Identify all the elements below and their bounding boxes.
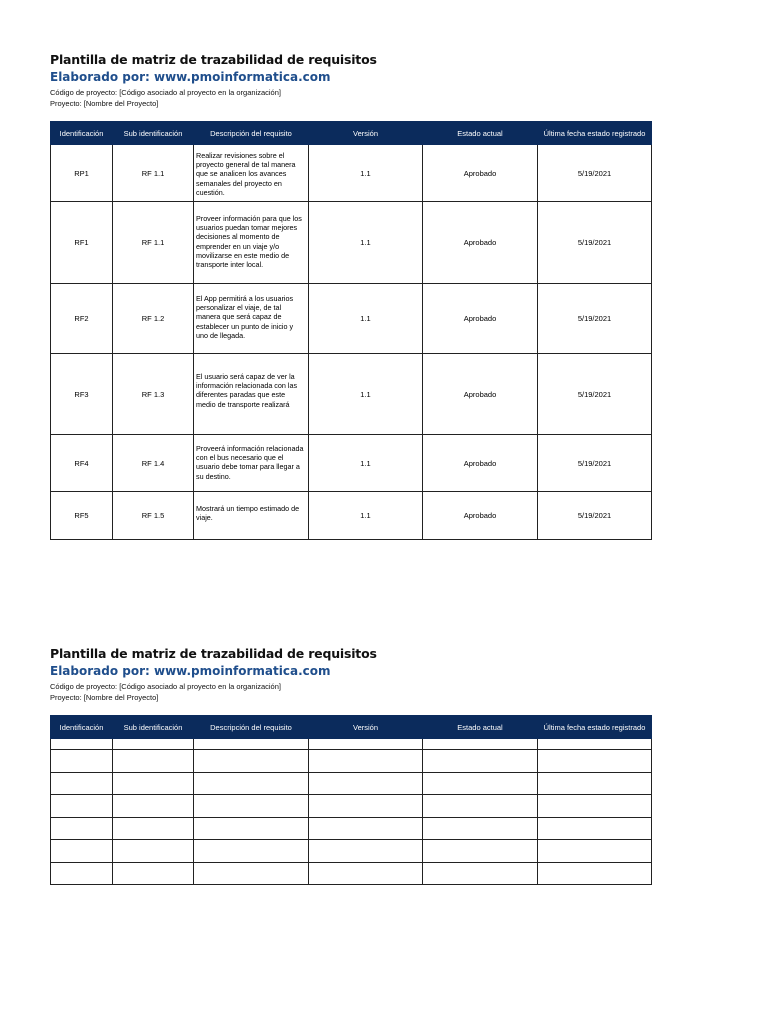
col-header-sub-identificacion: Sub identificación <box>113 716 194 739</box>
cell-date: 5/19/2021 <box>538 354 652 435</box>
empty-cell <box>51 750 113 773</box>
empty-row <box>51 817 652 840</box>
empty-cell <box>51 795 113 818</box>
empty-cell <box>538 772 652 795</box>
empty-cell <box>51 862 113 885</box>
cell-date: 5/19/2021 <box>538 492 652 540</box>
col-header-sub-identificacion: Sub identificación <box>113 122 194 145</box>
cell-description: El App permitirá a los usuarios personalizar el viaje, de tal manera que será capaz de establecer un punto de inicio y uno de llegada. <box>194 284 309 354</box>
cell-description: Realizar revisiones sobre el proyecto general de tal manera que se analicen los avances semanales del proyecto en cuestión. <box>194 145 309 202</box>
empty-cell <box>538 795 652 818</box>
cell-date: 5/19/2021 <box>538 202 652 284</box>
cell-id: RP1 <box>51 145 113 202</box>
table-row <box>51 202 652 284</box>
table-row <box>51 284 652 354</box>
cell-status: Aprobado <box>423 284 538 354</box>
cell-description: Proveerá información relacionada con el bus necesario que el usuario debe tomar para llegar a su destino. <box>194 435 309 492</box>
empty-cell <box>309 739 423 750</box>
empty-cell <box>423 772 538 795</box>
empty-cell <box>51 817 113 840</box>
empty-cell <box>113 795 194 818</box>
author-line: Elaborado por: www.pmoinformatica.com <box>50 664 331 678</box>
empty-cell <box>194 817 309 840</box>
empty-cell <box>538 862 652 885</box>
table-row <box>51 492 652 540</box>
cell-status: Aprobado <box>423 492 538 540</box>
empty-cell <box>194 772 309 795</box>
empty-cell <box>113 739 194 750</box>
empty-cell <box>51 772 113 795</box>
empty-cell <box>309 862 423 885</box>
col-header-identificacion: Identificación <box>51 122 113 145</box>
col-header-fecha: Última fecha estado registrado <box>538 122 652 145</box>
cell-sub-id: RF 1.4 <box>113 435 194 492</box>
cell-sub-id: RF 1.3 <box>113 354 194 435</box>
cell-status: Aprobado <box>423 435 538 492</box>
empty-cell <box>194 739 309 750</box>
col-header-identificacion: Identificación <box>51 716 113 739</box>
empty-row <box>51 750 652 773</box>
empty-row <box>51 772 652 795</box>
blank-traceability-table <box>50 715 652 885</box>
empty-cell <box>538 750 652 773</box>
col-header-descripcion: Descripción del requisito <box>194 122 309 145</box>
cell-sub-id: RF 1.1 <box>113 202 194 284</box>
cell-id: RF4 <box>51 435 113 492</box>
empty-cell <box>113 817 194 840</box>
empty-cell <box>538 739 652 750</box>
empty-cell <box>423 739 538 750</box>
traceability-table <box>50 121 652 540</box>
table-row <box>51 145 652 202</box>
cell-description: Proveer información para que los usuarios puedan tomar mejores decisiones al momento de emprender en un viaje y/o movilizarse en este medio de transporte inter local. <box>194 202 309 284</box>
col-header-estado: Estado actual <box>423 122 538 145</box>
empty-cell <box>113 750 194 773</box>
empty-cell <box>538 817 652 840</box>
col-header-fecha: Última fecha estado registrado <box>538 716 652 739</box>
empty-cell <box>51 840 113 863</box>
cell-description: Mostrará un tiempo estimado de viaje. <box>194 492 309 540</box>
project-code-line: Código de proyecto: [Código asociado al proyecto en la organización] <box>50 88 281 97</box>
cell-version: 1.1 <box>309 354 423 435</box>
empty-cell <box>423 862 538 885</box>
empty-row <box>51 795 652 818</box>
cell-version: 1.1 <box>309 284 423 354</box>
empty-cell <box>309 840 423 863</box>
table-header-row <box>51 122 652 145</box>
cell-status: Aprobado <box>423 354 538 435</box>
empty-cell <box>194 840 309 863</box>
table-header-row <box>51 716 652 739</box>
empty-cell <box>194 862 309 885</box>
project-name-line: Proyecto: [Nombre del Proyecto] <box>50 99 159 108</box>
cell-status: Aprobado <box>423 145 538 202</box>
empty-cell <box>423 795 538 818</box>
empty-cell <box>538 840 652 863</box>
col-header-version: Versión <box>309 716 423 739</box>
author-line: Elaborado por: www.pmoinformatica.com <box>50 70 331 84</box>
empty-cell <box>113 840 194 863</box>
empty-cell <box>194 750 309 773</box>
empty-cell <box>423 750 538 773</box>
empty-cell <box>51 739 113 750</box>
document-title: Plantilla de matriz de trazabilidad de requisitos <box>50 646 377 661</box>
empty-cell <box>113 772 194 795</box>
project-name-line: Proyecto: [Nombre del Proyecto] <box>50 693 159 702</box>
empty-cell <box>194 795 309 818</box>
cell-status: Aprobado <box>423 202 538 284</box>
cell-id: RF1 <box>51 202 113 284</box>
cell-id: RF3 <box>51 354 113 435</box>
cell-sub-id: RF 1.5 <box>113 492 194 540</box>
cell-id: RF5 <box>51 492 113 540</box>
col-header-descripcion: Descripción del requisito <box>194 716 309 739</box>
empty-row <box>51 739 652 750</box>
empty-cell <box>309 750 423 773</box>
cell-sub-id: RF 1.2 <box>113 284 194 354</box>
cell-date: 5/19/2021 <box>538 145 652 202</box>
cell-version: 1.1 <box>309 492 423 540</box>
table-row <box>51 435 652 492</box>
empty-cell <box>309 795 423 818</box>
blank-template-section <box>50 646 652 732</box>
project-code-line: Código de proyecto: [Código asociado al proyecto en la organización] <box>50 682 281 691</box>
empty-cell <box>113 862 194 885</box>
cell-version: 1.1 <box>309 435 423 492</box>
cell-id: RF2 <box>51 284 113 354</box>
cell-date: 5/19/2021 <box>538 284 652 354</box>
cell-version: 1.1 <box>309 145 423 202</box>
empty-row <box>51 840 652 863</box>
filled-template-section <box>50 52 652 523</box>
empty-row <box>51 862 652 885</box>
col-header-estado: Estado actual <box>423 716 538 739</box>
empty-cell <box>423 817 538 840</box>
table-row <box>51 354 652 435</box>
document-title: Plantilla de matriz de trazabilidad de requisitos <box>50 52 377 67</box>
empty-cell <box>309 772 423 795</box>
col-header-version: Versión <box>309 122 423 145</box>
cell-description: El usuario será capaz de ver la información relacionada con las diferentes paradas que este medio de transporte realizará <box>194 354 309 435</box>
cell-version: 1.1 <box>309 202 423 284</box>
empty-cell <box>423 840 538 863</box>
cell-date: 5/19/2021 <box>538 435 652 492</box>
cell-sub-id: RF 1.1 <box>113 145 194 202</box>
empty-cell <box>309 817 423 840</box>
